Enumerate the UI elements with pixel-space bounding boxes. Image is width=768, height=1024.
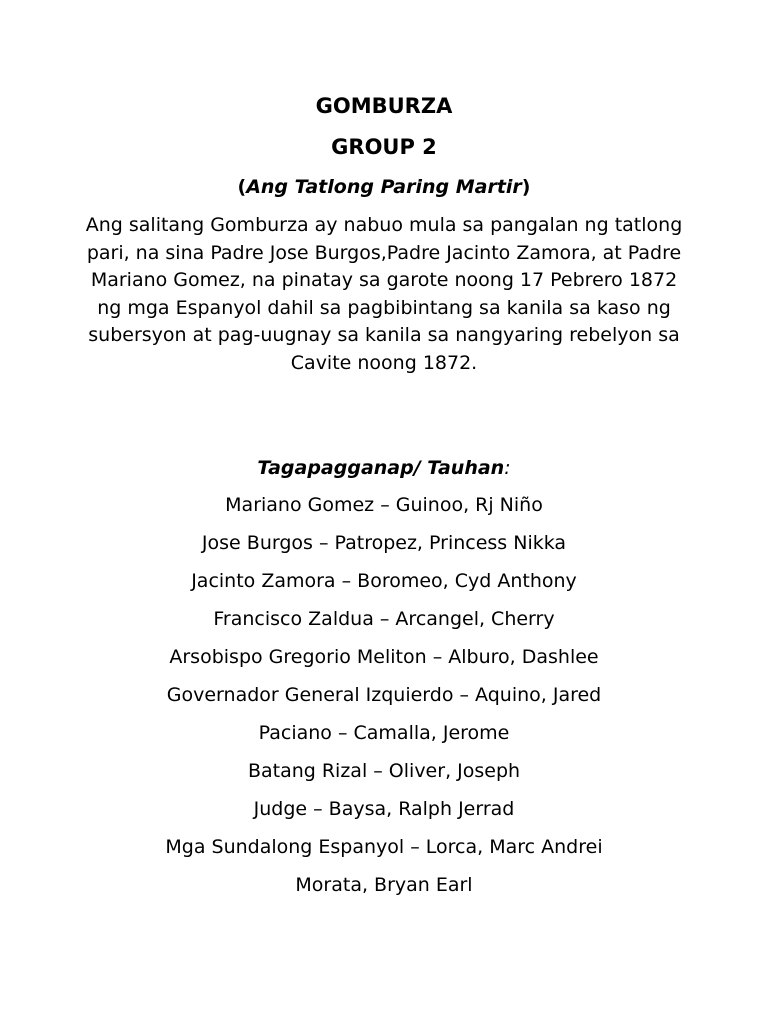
cast-item: Morata, Bryan Earl xyxy=(295,874,473,896)
intro-paragraph: Ang salitang Gomburza ay nabuo mula sa pangalan ng tatlong pari, na sina Padre Jose Burgos,Padre Jacinto Zamora, at Padre Mariano Gomez, na pinatay sa garote noong 17 Pebrero 1872 ng mga Espanyol dahil sa pagbibintang sa kanila sa kaso ng subersyon at pag-uugnay sa kanila sa nangyaring rebelyon sa Cavite noong 1872. xyxy=(85,214,683,374)
cast-heading-colon: : xyxy=(504,457,511,479)
cast-item: Paciano – Camalla, Jerome xyxy=(258,722,510,744)
cast-heading-label: Tagapagganap/ Tauhan xyxy=(257,457,505,479)
document-subtitle xyxy=(0,175,768,199)
cast-item: Governador General Izquierdo – Aquino, Jared xyxy=(166,684,602,706)
cast-item: Jose Burgos – Patropez, Princess Nikka xyxy=(201,532,567,554)
subtitle-close-paren: ) xyxy=(521,176,531,198)
cast-item: Batang Rizal – Oliver, Joseph xyxy=(247,760,521,782)
subtitle-open-paren: ( xyxy=(237,176,247,198)
cast-list xyxy=(0,492,768,910)
cast-item: Jacinto Zamora – Boromeo, Cyd Anthony xyxy=(191,570,577,592)
subtitle-text: Ang Tatlong Paring Martir xyxy=(246,176,522,198)
group-heading: GROUP 2 xyxy=(331,135,437,159)
document-title: GOMBURZA xyxy=(315,94,453,118)
cast-item: Judge – Baysa, Ralph Jerrad xyxy=(253,798,515,820)
cast-item: Arsobispo Gregorio Meliton – Alburo, Dashlee xyxy=(169,646,599,668)
cast-item: Mariano Gomez – Guinoo, Rj Niño xyxy=(225,494,543,516)
cast-item: Francisco Zaldua – Arcangel, Cherry xyxy=(213,608,555,630)
cast-heading xyxy=(0,455,768,481)
cast-item: Mga Sundalong Espanyol – Lorca, Marc Andrei xyxy=(165,836,603,858)
